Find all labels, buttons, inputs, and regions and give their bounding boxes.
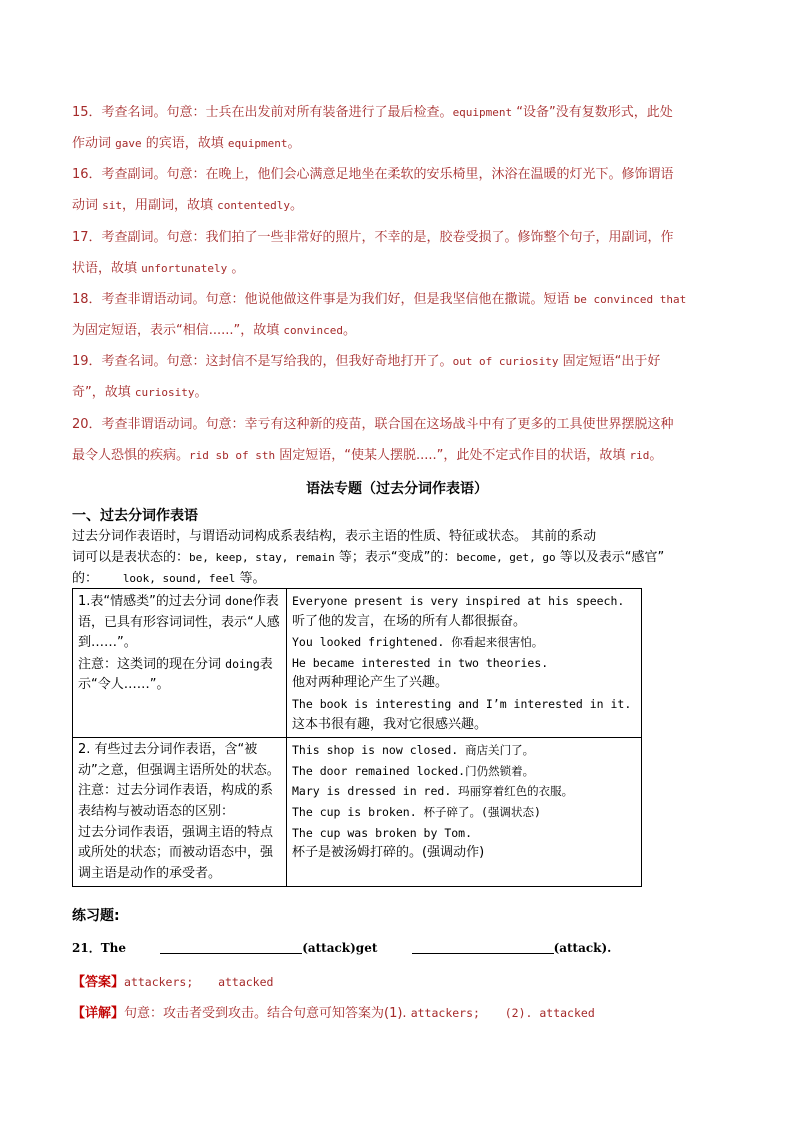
question-21: 21．The (attack)get (attack).	[72, 941, 612, 955]
answer-blank-1[interactable]	[160, 939, 302, 954]
detail-line: 【详解】句意：攻击者受到攻击。结合句意可知答案为(1). attackers; (2). attacked	[72, 1006, 595, 1021]
intro-paragraph: 过去分词作表语时，与谓语动词构成系表结构，表示主语的性质、特征或状态。 其前的系动 词可以是表状态的：be, keep, stay, remain 等；表示“变成”的：become, get, go 等以及表示“感官” 的： look, sound, feel 等。	[72, 529, 665, 586]
answer-18: 18．考查非谓语动词。句意：他说他做这件事是为我们好，但是我坚信他在撒谎。短语 be convinced that 为固定短语，表示“相信......”，故填 convinced。	[72, 292, 687, 338]
table-cell-examples-1: Everyone present is very inspired at his speech. 听了他的发言，在场的所有人都很振奋。 You looked frightened. 你看起来很害怕。 He became interested in two theories. 他对两种理论产生了兴趣。 The book is interesting and I’m interested in it. 这本书很有趣，我对它很感兴趣。	[287, 589, 642, 738]
answer-15: 15．考查名词。句意：士兵在出发前对所有装备进行了最后检查。equipment “设备”没有复数形式，此处 作动词 gave 的宾语，故填 equipment。	[72, 105, 673, 151]
answer-16: 16．考查副词。句意：在晚上，他们会心满意足地坐在柔软的安乐椅里，沐浴在温暖的灯光下。修饰谓语 动词 sit，用副词，故填 contentedly。	[72, 167, 674, 213]
table-cell-rule-1: 1.表“情感类”的过去分词 done作表语，已具有形容词词性，表示“人感到……”。 注意：这类词的现在分词 doing表示“令人……”。	[73, 589, 287, 738]
answer-20: 20．考查非谓语动词。句意：幸亏有这种新的疫苗，联合国在这场战斗中有了更多的工具使世界摆脱这种 最令人恐惧的疾病。rid sb of sth 固定短语，“使某人摆脱.....”，此处不定式作目的状语，故填 rid。	[72, 417, 674, 463]
answer-blank-2[interactable]	[412, 939, 554, 954]
page-title: 语法专题（过去分词作表语）	[306, 481, 488, 497]
table-cell-examples-2: This shop is now closed. 商店关门了。 The door remained locked.门仍然锁着。 Mary is dressed in red. 玛丽穿着红色的衣服。 The cup is broken. 杯子碎了。(强调状态) The cup was broken by Tom. 杯子是被汤姆打碎的。(强调动作)	[287, 738, 642, 887]
grammar-table	[72, 588, 642, 887]
table-row	[73, 589, 642, 738]
table-row	[73, 738, 642, 887]
answer-19: 19．考查名词。句意：这封信不是写给我的，但我好奇地打开了。out of curiosity 固定短语“出于好 奇”，故填 curiosity。	[72, 354, 661, 400]
section-heading: 一、过去分词作表语	[72, 508, 198, 524]
answer-line: 【答案】attackers; attacked	[72, 975, 274, 990]
exercise-heading: 练习题:	[72, 908, 120, 924]
answer-17: 17．考查副词。句意：我们拍了一些非常好的照片，不幸的是，胶卷受损了。修饰整个句子，用副词，作 状语，故填 unfortunately 。	[72, 230, 674, 276]
table-cell-rule-2: 2. 有些过去分词作表语，含“被动”之意，但强调主语所处的状态。 注意：过去分词作表语，构成的系表结构与被动语态的区别： 过去分词作表语，强调主语的特点或所处的状态；而被动语态中，强调主语是动作的承受者。	[73, 738, 287, 887]
